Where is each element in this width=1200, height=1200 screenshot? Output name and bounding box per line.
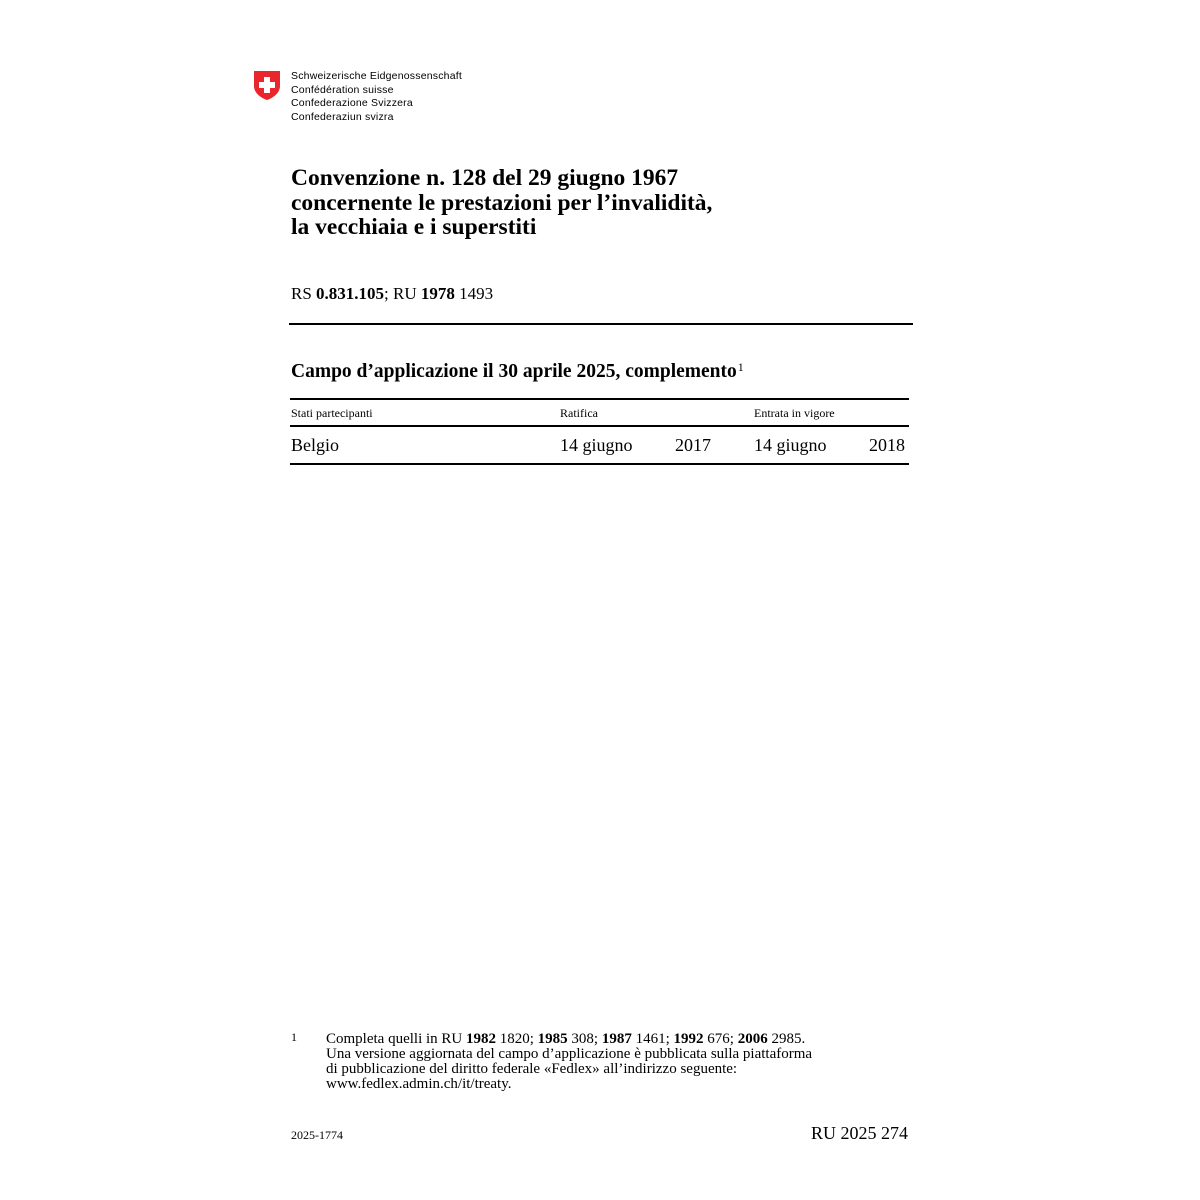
agency-name [291, 70, 462, 124]
ref-year: 1985 [537, 1031, 568, 1047]
footnote-line-2: Una versione aggiornata del campo d’applicazione è pubblicata sulla piattaforma [326, 1046, 813, 1062]
agency-line-rm: Confederaziun svizra [291, 110, 394, 123]
ref-year: 2006 [737, 1031, 768, 1047]
ratification-day: 14 giugno [560, 435, 633, 455]
entry-year: 2018 [869, 435, 905, 455]
entry-day: 14 giugno [754, 435, 827, 455]
footnote-line-3: di pubblicazione del diritto federale «Fedlex» all’indirizzo seguente: [326, 1061, 738, 1077]
swiss-cross-icon [253, 70, 281, 101]
agency-line-it: Confederazione Svizzera [291, 97, 413, 109]
agency-line-fr: Confédération suisse [291, 83, 394, 96]
collection-reference [291, 284, 493, 304]
footnote-intro: Completa quelli in RU [326, 1031, 463, 1047]
header-states: Stati partecipanti [291, 406, 373, 420]
document-number: 2025-1774 [291, 1128, 343, 1142]
ru-year: 1978 [420, 284, 455, 303]
ref-page: 2985 [771, 1031, 802, 1047]
title-line-1: Convenzione n. 128 del 29 giugno 1967 [291, 165, 679, 191]
agency-line-de: Schweizerische Eidgenossenschaft [291, 70, 462, 82]
document-title [291, 166, 712, 240]
ref-separator: ; [384, 284, 389, 303]
footnote-ref[interactable]: 1 [737, 360, 744, 374]
footnote-number: 1 [291, 1030, 297, 1044]
ru-label: RU [393, 284, 417, 303]
table-row [290, 427, 909, 463]
header-ratification: Ratifica [560, 406, 598, 420]
header-rule [289, 323, 913, 325]
rs-label: RS [291, 284, 312, 303]
participants-table [290, 398, 909, 465]
title-line-2: concernente le prestazioni per l’invalidità, [291, 189, 713, 216]
table-header-row [290, 400, 909, 425]
ref-page: 1820 [499, 1031, 530, 1047]
ref-year: 1992 [673, 1031, 704, 1047]
section-heading [291, 360, 744, 383]
ratification-year: 2017 [675, 435, 711, 455]
ref-page: 1461 [635, 1031, 666, 1047]
rs-number: 0.831.105 [316, 284, 385, 303]
ru-page: 1493 [459, 284, 494, 303]
ref-page: 676 [707, 1031, 730, 1047]
footnote-link[interactable]: www.fedlex.admin.ch/it/treaty. [326, 1076, 512, 1092]
state-name: Belgio [291, 435, 339, 455]
header-entry-into-force: Entrata in vigore [754, 406, 835, 420]
ru-reference: RU 2025 274 [810, 1123, 908, 1143]
title-line-3: la vecchiaia e i superstiti [291, 214, 537, 240]
footnote-text [326, 1032, 886, 1092]
ref-year: 1982 [466, 1031, 496, 1047]
ref-page: 308 [571, 1031, 594, 1047]
table-rule-bottom [290, 463, 909, 465]
footnote-line-1: Completa quelli in RU 1982 1820; 1985 308; 1987 1461; 1992 676; 2006 2985. [326, 1031, 806, 1047]
ref-year: 1987 [601, 1031, 632, 1047]
section-heading-text: Campo d’applicazione il 30 aprile 2025, complemento [291, 361, 737, 382]
